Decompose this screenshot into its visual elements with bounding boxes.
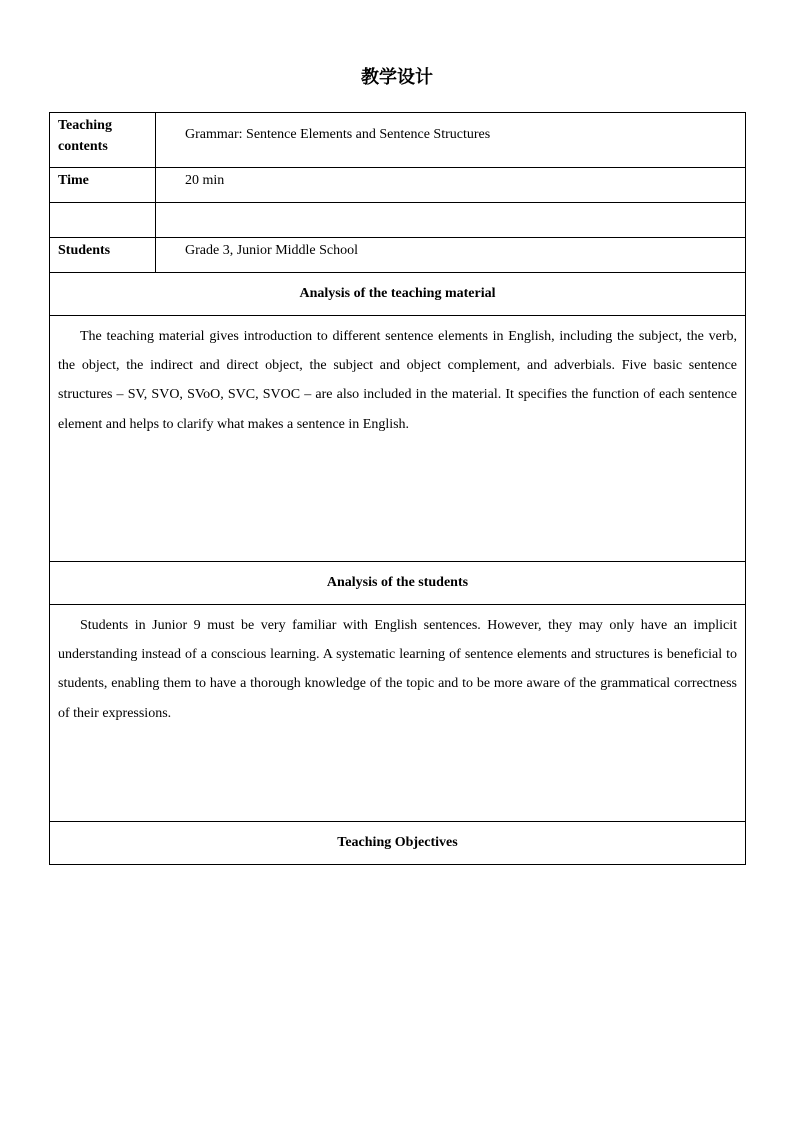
row-objectives-heading	[50, 822, 746, 865]
label-teaching-contents: Teaching contents	[50, 113, 156, 168]
section-heading-objectives: Teaching Objectives	[50, 822, 746, 865]
section-body-material: The teaching material gives introduction to different sentence elements in English, including the subject, the verb, the object, the indirect and direct object, the subject and object complement, and adverbials. Five basic sentence structures – SV, SVO, SVoO, SVC, SVOC – are also included in the material. It specifies the function of each sentence element and helps to clarify what makes a sentence in English.	[50, 316, 746, 562]
label-empty	[50, 203, 156, 238]
label-students: Students	[50, 238, 156, 273]
section-heading-students: Analysis of the students	[50, 562, 746, 605]
row-students	[50, 238, 746, 273]
label-time: Time	[50, 168, 156, 203]
lesson-plan-table	[49, 112, 746, 865]
row-material-heading	[50, 273, 746, 316]
value-students: Grade 3, Junior Middle School	[156, 238, 746, 273]
row-empty	[50, 203, 746, 238]
value-empty	[156, 203, 746, 238]
value-teaching-contents: Grammar: Sentence Elements and Sentence Structures	[156, 113, 746, 168]
row-students-heading	[50, 562, 746, 605]
row-material-body	[50, 316, 746, 562]
page-title: 教学设计	[361, 67, 433, 88]
value-time: 20 min	[156, 168, 746, 203]
row-time	[50, 168, 746, 203]
row-teaching-contents	[50, 113, 746, 168]
row-students-body	[50, 605, 746, 822]
section-heading-material: Analysis of the teaching material	[50, 273, 746, 316]
section-body-students: Students in Junior 9 must be very familiar with English sentences. However, they may only have an implicit understanding instead of a conscious learning. A systematic learning of sentence elements and structures is beneficial to students, enabling them to have a thorough knowledge of the topic and to be more aware of the grammatical correctness of their expressions.	[50, 605, 746, 822]
